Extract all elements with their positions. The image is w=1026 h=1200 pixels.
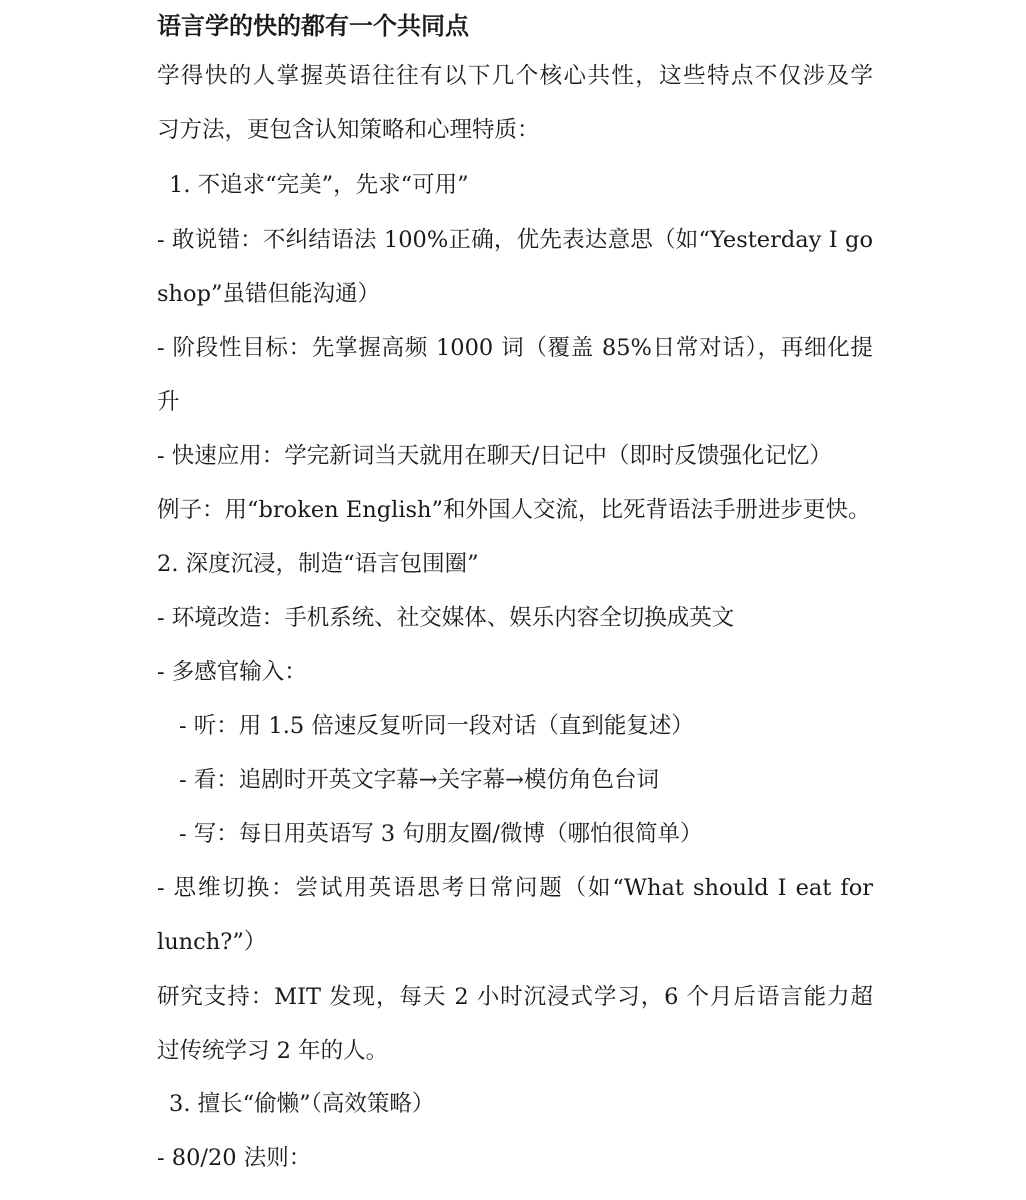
sub-list-item: - 写：每日用英语写 3 句朋友圈/微博（哪怕很简单）	[179, 821, 703, 847]
research-line-2: 过传统学习 2 年的人。	[157, 1038, 389, 1064]
list-item: - 80/20 法则：	[157, 1145, 312, 1171]
list-item-continued: shop”虽错但能沟通）	[157, 281, 380, 307]
research-line-1: 研究支持：MIT 发现，每天 2 小时沉浸式学习，6 个月后语言能力超	[157, 984, 873, 1010]
example-line: 例子：用“broken English”和外国人交流，比死背语法手册进步更快。	[157, 497, 871, 523]
intro-line-1: 学得快的人掌握英语往往有以下几个核心共性，这些特点不仅涉及学	[157, 63, 873, 89]
list-item: - 快速应用：学完新词当天就用在聊天/日记中（即时反馈强化记忆）	[157, 443, 832, 469]
section-1-heading: 1. 不追求“完美”，先求“可用”	[169, 172, 469, 198]
list-item-continued: 升	[157, 389, 180, 415]
list-item: - 环境改造：手机系统、社交媒体、娱乐内容全切换成英文	[157, 605, 735, 631]
list-item-continued: lunch?”）	[157, 929, 267, 955]
section-3-heading: 3. 擅长“偷懒”（高效策略）	[169, 1091, 435, 1117]
sub-list-item: - 听：用 1.5 倍速反复听同一段对话（直到能复述）	[179, 713, 694, 739]
intro-line-2: 习方法，更包含认知策略和心理特质：	[157, 117, 540, 143]
sub-list-item: - 看：追剧时开英文字幕→关字幕→模仿角色台词	[179, 767, 659, 793]
section-2-heading: 2. 深度沉浸，制造“语言包围圈”	[157, 551, 479, 577]
list-item: - 阶段性目标：先掌握高频 1000 词（覆盖 85%日常对话），再细化提	[157, 335, 873, 361]
list-item: - 多感官输入：	[157, 659, 307, 685]
list-item: - 敢说错：不纠结语法 100%正确，优先表达意思（如“Yesterday I go	[157, 227, 873, 253]
list-item: - 思维切换：尝试用英语思考日常问题（如“What should I eat for	[157, 875, 873, 901]
page-title: 语言学的快的都有一个共同点	[157, 12, 469, 40]
